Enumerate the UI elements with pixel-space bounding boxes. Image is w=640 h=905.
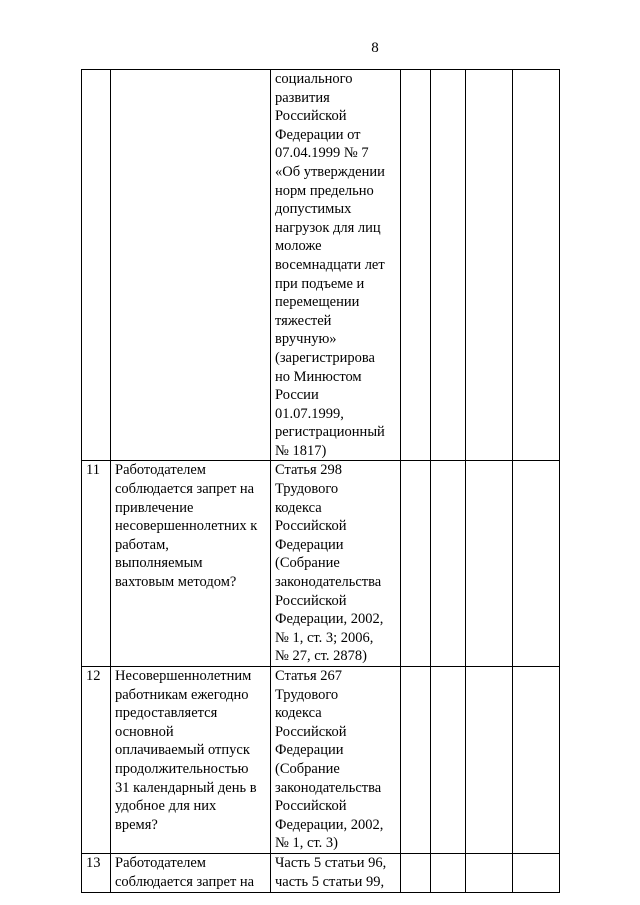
answer-cell <box>431 70 466 461</box>
answer-cell <box>401 667 431 854</box>
table-row <box>82 461 560 667</box>
reference-line: Трудового <box>275 686 339 703</box>
reference-line: Федерации, 2002, <box>275 816 384 833</box>
question-cell <box>111 70 271 461</box>
question-cell <box>111 667 271 854</box>
question-line: выполняемым <box>115 555 203 572</box>
reference-line: (зарегистрирова <box>275 349 375 366</box>
answer-cell <box>513 853 560 892</box>
reference-cell <box>271 667 401 854</box>
reference-line: Часть 5 статьи 96, <box>275 854 387 871</box>
reference-line: но Минюстом <box>275 368 362 385</box>
table-row <box>82 853 560 892</box>
question-line: работам, <box>115 536 169 553</box>
answer-cell <box>466 667 513 854</box>
reference-cell <box>271 70 401 461</box>
answer-cell <box>401 70 431 461</box>
reference-line: Статья 267 <box>275 668 343 684</box>
reference-cell <box>271 461 401 667</box>
answer-cell <box>401 853 431 892</box>
reference-line: № 1, ст. 3) <box>275 835 338 852</box>
reference-line: часть 5 статьи 99, <box>275 873 385 890</box>
reference-line: Российской <box>275 108 347 125</box>
question-cell <box>111 853 271 892</box>
reference-line: (Собрание <box>275 555 340 572</box>
reference-line: нагрузок для лиц <box>275 219 381 236</box>
question-line: Работодателем <box>115 462 206 479</box>
reference-line: социального <box>275 71 353 87</box>
reference-line: «Об утверждении <box>275 163 385 180</box>
question-line: соблюдается запрет на <box>115 873 255 890</box>
reference-line: Российской <box>275 592 347 609</box>
reference-line: № 27, ст. 2878) <box>275 648 367 665</box>
answer-cell <box>431 667 466 854</box>
table-row <box>82 70 560 461</box>
checklist-table <box>81 69 560 893</box>
reference-line: (Собрание <box>275 760 340 777</box>
question-line: основной <box>115 723 174 740</box>
question-line: продолжительностью <box>115 760 249 777</box>
reference-line: Российской <box>275 798 347 815</box>
reference-line: России <box>275 387 319 404</box>
question-line: соблюдается запрет на <box>115 481 255 498</box>
answer-cell <box>513 461 560 667</box>
reference-line: вручную» <box>275 331 337 348</box>
reference-line: Федерации <box>275 742 344 759</box>
question-line: Несовершеннолетним <box>115 668 252 684</box>
reference-line: Статья 298 <box>275 462 343 479</box>
question-line: оплачиваемый отпуск <box>115 742 250 759</box>
reference-line: 01.07.1999, <box>275 405 344 422</box>
question-line: предоставляется <box>115 705 218 722</box>
answer-cell <box>431 853 466 892</box>
reference-line: кодекса <box>275 499 322 516</box>
reference-line: № 1817) <box>275 442 327 459</box>
question-line: работникам ежегодно <box>115 686 249 703</box>
reference-line: Российской <box>275 723 347 740</box>
reference-line: законодательства <box>275 779 382 796</box>
answer-cell <box>513 70 560 461</box>
question-line: удобное для них <box>115 798 217 815</box>
answer-cell <box>466 70 513 461</box>
answer-cell <box>466 853 513 892</box>
reference-line: восемнадцати лет <box>275 256 385 273</box>
question-line: несовершеннолетних к <box>115 518 258 535</box>
row-number: 12 <box>82 667 111 854</box>
table-body <box>82 70 560 893</box>
reference-line: регистрационный <box>275 424 385 441</box>
reference-line: Федерации от <box>275 126 361 143</box>
reference-line: тяжестей <box>275 312 332 329</box>
reference-line: развития <box>275 89 330 106</box>
row-number: 11 <box>82 461 111 667</box>
question-line: Работодателем <box>115 854 206 871</box>
reference-line: Федерации <box>275 536 344 553</box>
reference-line: допустимых <box>275 201 352 218</box>
question-cell <box>111 461 271 667</box>
reference-line: Федерации, 2002, <box>275 611 384 628</box>
question-line: время? <box>115 816 158 833</box>
row-number: 13 <box>82 853 111 892</box>
question-line: привлечение <box>115 499 194 516</box>
reference-line: кодекса <box>275 705 322 722</box>
reference-line: при подъеме и <box>275 275 365 292</box>
answer-cell <box>466 461 513 667</box>
reference-line: Российской <box>275 518 347 535</box>
answer-cell <box>513 667 560 854</box>
reference-line: перемещении <box>275 294 360 311</box>
reference-line: моложе <box>275 238 322 255</box>
row-number <box>82 70 111 461</box>
reference-cell <box>271 853 401 892</box>
reference-line: № 1, ст. 3; 2006, <box>275 629 374 646</box>
answer-cell <box>401 461 431 667</box>
question-line: 31 календарный день в <box>115 779 257 796</box>
reference-line: норм предельно <box>275 182 374 199</box>
reference-line: законодательства <box>275 574 382 591</box>
question-line: вахтовым методом? <box>115 574 237 591</box>
table-row <box>82 667 560 854</box>
answer-cell <box>431 461 466 667</box>
reference-line: Трудового <box>275 481 339 498</box>
page-number: 8 <box>371 40 379 56</box>
reference-line: 07.04.1999 № 7 <box>275 145 369 162</box>
